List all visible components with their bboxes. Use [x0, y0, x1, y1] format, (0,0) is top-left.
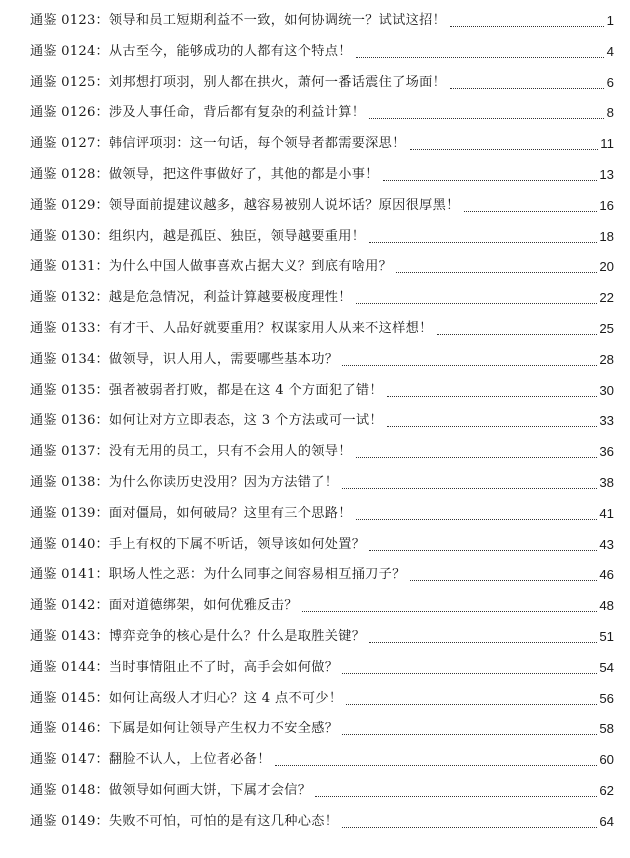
dot-leader: [437, 334, 598, 335]
entry-title: 下属是如何让领导产生权力不安全感？: [108, 721, 339, 737]
page-number: 56: [599, 690, 614, 706]
page-number: 25: [599, 321, 614, 336]
toc-entry[interactable]: [30, 10, 614, 32]
dot-leader: [342, 734, 597, 735]
dot-leader: [383, 180, 598, 181]
entry-title: 没有无用的员工，只有不会用人的领导！: [108, 444, 352, 460]
entry-number: 通鉴 0134：: [30, 351, 109, 367]
page-number: 4: [606, 43, 614, 59]
toc-entry[interactable]: [30, 41, 614, 63]
dot-leader: [396, 272, 597, 273]
dot-leader: [342, 488, 597, 489]
page-number: 30: [599, 382, 614, 398]
entry-title: 手上有权的下属不听话，领导该如何处置？: [108, 536, 366, 552]
dot-leader: [302, 611, 598, 612]
dot-leader: [275, 765, 598, 766]
page-number: 62: [599, 783, 614, 798]
dot-leader: [410, 580, 598, 581]
page-number: 41: [599, 505, 614, 521]
entry-number: 通鉴 0133：: [30, 321, 109, 336]
entry-number: 通鉴 0141：: [30, 567, 109, 583]
page-number: 64: [599, 813, 614, 829]
page-number: 43: [599, 536, 614, 552]
toc-entry[interactable]: [30, 318, 614, 340]
entry-title: 翻脸不认人，上位者必备！: [108, 752, 271, 768]
entry-title: 做领导，把这件事做好了，其他的都是小事！: [108, 167, 379, 182]
toc-entry[interactable]: [30, 564, 614, 586]
dot-leader: [356, 457, 598, 458]
entry-number: 通鉴 0138：: [30, 475, 109, 490]
dot-leader: [369, 242, 597, 243]
toc-entry[interactable]: [30, 164, 614, 186]
page-number: 13: [599, 167, 614, 182]
entry-number: 通鉴 0144：: [30, 659, 109, 675]
page-number: 60: [599, 752, 614, 768]
toc-entry[interactable]: [30, 626, 614, 648]
entry-title: 为什么中国人做事喜欢占据大义？到底有啥用？: [108, 259, 393, 275]
toc-entry[interactable]: [30, 133, 614, 155]
toc-entry[interactable]: [30, 287, 614, 309]
entry-number: 通鉴 0131：: [30, 259, 109, 275]
page-number: 22: [599, 290, 614, 306]
page-number: 8: [606, 105, 614, 121]
page-number: 18: [599, 228, 614, 244]
page-number: 11: [600, 136, 614, 152]
dot-leader: [356, 303, 598, 304]
toc-entry[interactable]: [30, 472, 614, 494]
entry-number: 通鉴 0127：: [30, 136, 109, 152]
entry-number: 通鉴 0142：: [30, 598, 109, 614]
entry-number: 通鉴 0132：: [30, 290, 109, 306]
dot-leader: [387, 396, 597, 397]
page-number: 38: [599, 475, 614, 490]
toc-entry[interactable]: [30, 534, 614, 556]
dot-leader: [410, 149, 599, 150]
entry-title: 如何让对方立即表态，这 3 个方法或可一试！: [108, 413, 383, 429]
entry-title: 涉及人事任命，背后都有复杂的利益计算！: [108, 105, 366, 121]
entry-number: 通鉴 0143：: [30, 629, 109, 644]
entry-number: 通鉴 0148：: [30, 783, 109, 798]
page-number: 36: [599, 444, 614, 460]
toc-entry[interactable]: [30, 718, 614, 740]
dot-leader: [356, 519, 598, 520]
toc-entry[interactable]: [30, 657, 614, 679]
entry-title: 组织内，越是孤臣、独臣，领导越要重用！: [108, 228, 366, 244]
entry-number: 通鉴 0136：: [30, 413, 109, 429]
toc-entry[interactable]: [30, 102, 614, 124]
toc-entry[interactable]: [30, 256, 614, 278]
toc-entry[interactable]: [30, 195, 614, 217]
toc-entry[interactable]: [30, 688, 614, 710]
entry-title: 刘邦想打项羽，别人都在拱火，萧何一番话震住了场面！: [108, 74, 447, 90]
dot-leader: [342, 673, 597, 674]
toc-entry[interactable]: [30, 441, 614, 463]
dot-leader: [387, 426, 597, 427]
toc-entry[interactable]: [30, 226, 614, 248]
toc-entry[interactable]: [30, 72, 614, 94]
page-number: 54: [599, 659, 614, 675]
dot-leader: [315, 796, 597, 797]
page-number: 33: [599, 413, 614, 429]
entry-title: 失败不可怕，可怕的是有这几种心态！: [108, 813, 339, 829]
page-number: 48: [599, 598, 614, 614]
entry-number: 通鉴 0140：: [30, 536, 109, 552]
page-number: 20: [599, 259, 614, 275]
entry-title: 越是危急情况，利益计算越要极度理性！: [108, 290, 352, 306]
entry-number: 通鉴 0135：: [30, 382, 109, 398]
dot-leader: [464, 211, 598, 212]
entry-number: 通鉴 0128：: [30, 167, 109, 182]
entry-title: 博弈竞争的核心是什么？什么是取胜关键？: [108, 629, 366, 644]
dot-leader: [346, 704, 597, 705]
entry-title: 韩信评项羽：这一句话，每个领导者都需要深思！: [108, 136, 406, 152]
entry-number: 通鉴 0139：: [30, 505, 109, 521]
page-number: 28: [599, 351, 614, 367]
entry-number: 通鉴 0124：: [30, 43, 109, 59]
toc-entry[interactable]: [30, 780, 614, 802]
dot-leader: [342, 365, 597, 366]
dot-leader: [369, 550, 597, 551]
entry-title: 从古至今，能够成功的人都有这个特点！: [108, 43, 352, 59]
page-number: 51: [599, 629, 614, 644]
toc-entry[interactable]: [30, 349, 614, 371]
toc-entry[interactable]: [30, 749, 614, 771]
page-number: 46: [599, 567, 614, 583]
entry-title: 强者被弱者打败，都是在这 4 个方面犯了错！: [108, 382, 383, 398]
dot-leader: [450, 26, 604, 27]
page-number: 1: [606, 13, 614, 28]
entry-title: 面对道德绑架，如何优雅反击？: [108, 598, 298, 614]
dot-leader: [369, 118, 604, 119]
toc-entry[interactable]: [30, 380, 614, 402]
toc-entry[interactable]: [30, 503, 614, 525]
entry-number: 通鉴 0125：: [30, 74, 109, 90]
page-number: 58: [599, 721, 614, 737]
entry-title: 领导面前提建议越多，越容易被别人说坏话？原因很厚黑！: [108, 197, 460, 213]
page-number: 6: [606, 74, 614, 90]
toc-entry[interactable]: [30, 811, 614, 833]
toc-entry[interactable]: [30, 595, 614, 617]
page-number: 16: [599, 197, 614, 213]
entry-number: 通鉴 0145：: [30, 690, 109, 706]
entry-title: 当时事情阻止不了时，高手会如何做？: [108, 659, 339, 675]
dot-leader: [356, 57, 604, 58]
entry-number: 通鉴 0123：: [30, 13, 109, 28]
entry-number: 通鉴 0147：: [30, 752, 109, 768]
entry-number: 通鉴 0137：: [30, 444, 109, 460]
entry-title: 做领导，识人用人，需要哪些基本功？: [108, 351, 339, 367]
entry-number: 通鉴 0146：: [30, 721, 109, 737]
entry-number: 通鉴 0130：: [30, 228, 109, 244]
entry-title: 面对僵局，如何破局？这里有三个思路！: [108, 505, 352, 521]
entry-title: 为什么你读历史没用？因为方法错了！: [108, 475, 339, 490]
entry-title: 有才干、人品好就要重用？权谋家用人从来不这样想！: [108, 321, 433, 336]
dot-leader: [369, 642, 597, 643]
toc-entry[interactable]: [30, 410, 614, 432]
entry-title: 做领导如何画大饼，下属才会信？: [108, 783, 312, 798]
entry-number: 通鉴 0129：: [30, 197, 109, 213]
entry-title: 如何让高级人才归心？这 4 点不可少！: [108, 690, 343, 706]
dot-leader: [342, 827, 597, 828]
dot-leader: [450, 88, 604, 89]
entry-number: 通鉴 0149：: [30, 813, 109, 829]
entry-number: 通鉴 0126：: [30, 105, 109, 121]
entry-title: 职场人性之恶：为什么同事之间容易相互捅刀子？: [108, 567, 406, 583]
entry-title: 领导和员工短期利益不一致，如何协调统一？试试这招！: [108, 13, 447, 28]
